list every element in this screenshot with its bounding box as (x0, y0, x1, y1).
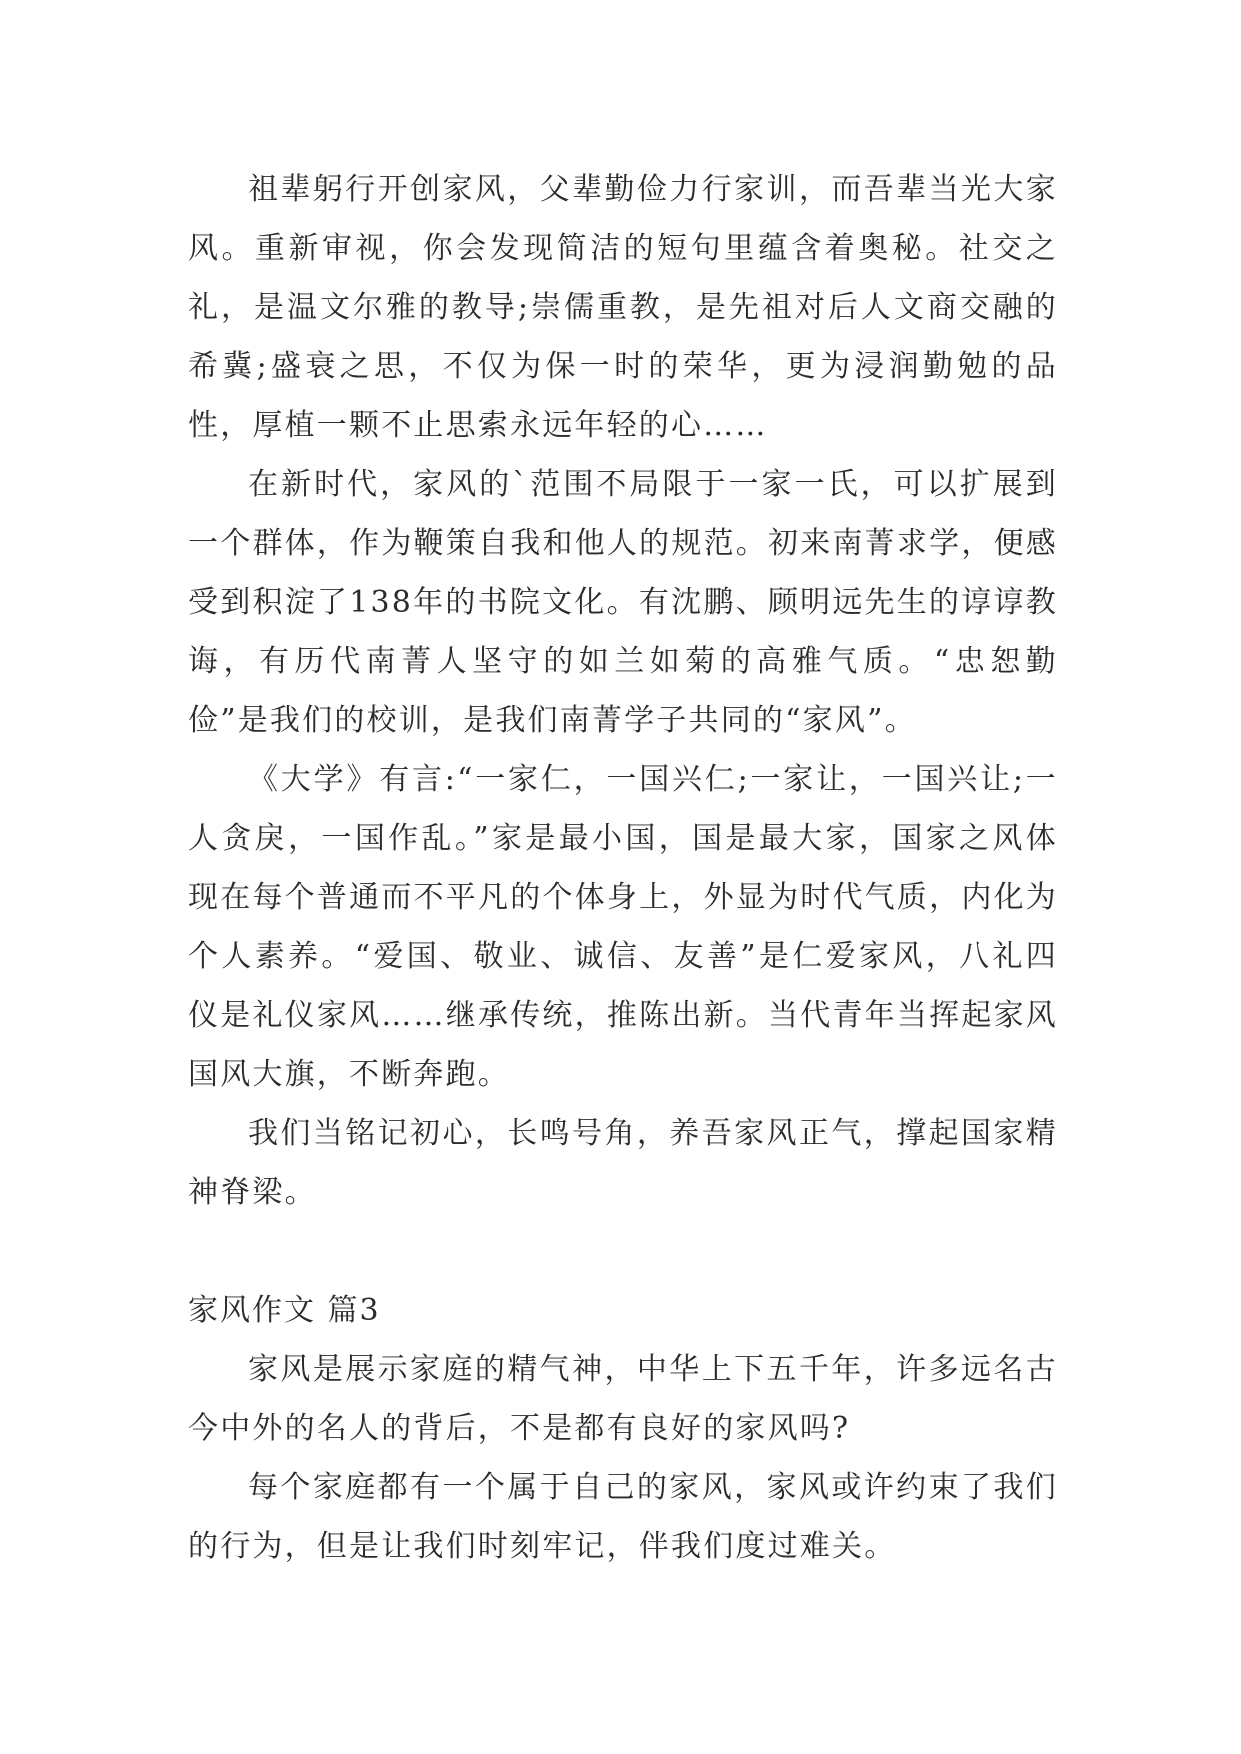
paragraph-every-family: 每个家庭都有一个属于自己的家风，家风或许约束了我们的行为，但是让我们时刻牢记，伴我们度过难关。 (188, 1470, 1058, 1564)
paragraph-new-era: 在新时代，家风的`范围不局限于一家一氏，可以扩展到一个群体，作为鞭策自我和他人的规范。初来南菁求学，便感受到积淀了138年的书院文化。有沈鹏、顾明远先生的谆谆教诲，有历代南菁人坚守的如兰如菊的高雅气质。“忠恕勤俭”是我们的校训，是我们南菁学子共同的“家风”。 (188, 467, 1058, 738)
paragraph-family-spirit: 家风是展示家庭的精气神，中华上下五千年，许多远名古今中外的名人的背后，不是都有良好的家风吗? (188, 1352, 1058, 1446)
document-body (188, 160, 1058, 1576)
section-spacer (188, 1222, 1058, 1281)
paragraph-conclusion: 我们当铭记初心，长鸣号角，养吾家风正气，撑起国家精神脊梁。 (188, 1116, 1058, 1210)
paragraph-great-learning-quote: 《大学》有言:“一家仁，一国兴仁;一家让，一国兴让;一人贪戾，一国作乱。”家是最小国，国是最大家，国家之风体现在每个普通而不平凡的个体身上，外显为时代气质，内化为个人素养。“爱国、敬业、诚信、友善”是仁爱家风，八礼四仪是礼仪家风……继承传统，推陈出新。当代青年当挥起家风国风大旗，不断奔跑。 (188, 762, 1058, 1092)
section-heading: 家风作文 篇3 (188, 1293, 381, 1328)
paragraph-ancestral-tradition: 祖辈躬行开创家风，父辈勤俭力行家训，而吾辈当光大家风。重新审视，你会发现简洁的短句里蕴含着奥秘。社交之礼，是温文尔雅的教导;崇儒重教，是先祖对后人文商交融的希冀;盛衰之思，不仅为保一时的荣华，更为浸润勤勉的品性，厚植一颗不止思索永远年轻的心…… (188, 172, 1058, 443)
